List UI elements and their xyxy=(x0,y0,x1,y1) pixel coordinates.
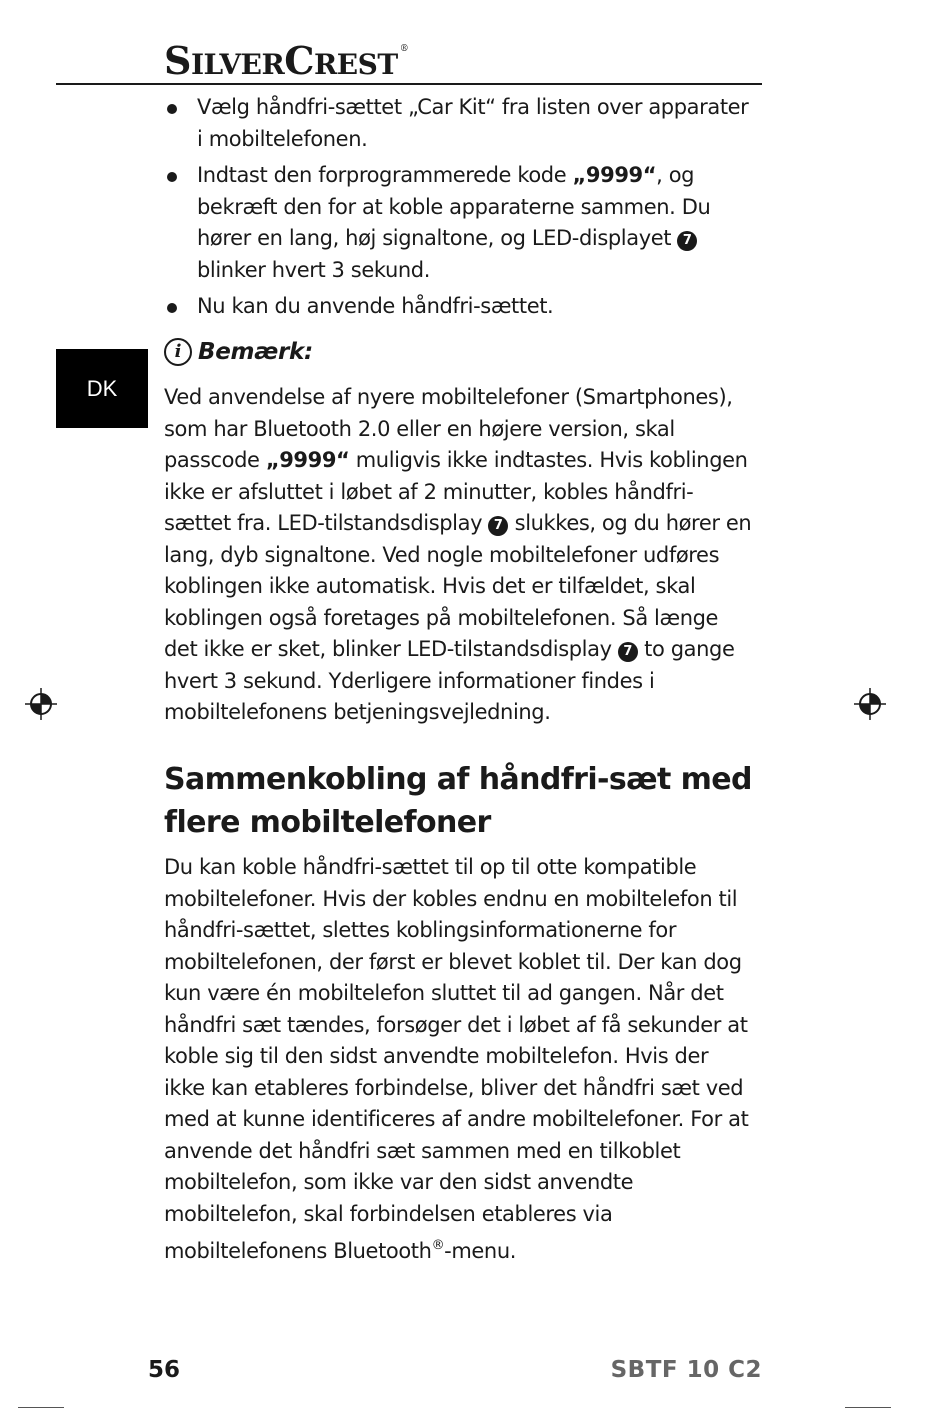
led-display-ref-icon: 7 xyxy=(677,231,697,251)
page-number: 56 xyxy=(148,1357,181,1383)
led-display-ref-icon: 7 xyxy=(488,516,508,536)
header-rule xyxy=(56,83,762,85)
list-item: Indtast den forprogrammerede kode „9999“, og bekræft den for at koble apparaterne sammen. Du hører en lang, høj signaltone, og LED-displayet 7 blinker hvert 3 sekund. xyxy=(164,160,754,286)
list-item: Vælg håndfri-sættet „Car Kit“ fra listen over apparater i mobiltelefonen. xyxy=(164,92,754,155)
led-display-ref-icon: 7 xyxy=(618,642,638,662)
registration-mark-icon xyxy=(25,688,57,720)
pass-code: „9999“ xyxy=(572,163,657,187)
registration-mark-icon xyxy=(854,688,886,720)
note-body: Ved anvendelse af nyere mobiltelefoner (Smartphones), som har Bluetooth 2.0 eller en højere version, skal passcode „9999“ muligvis ikke indtastes. Hvis koblingen ikke er afsluttet i løbet af 2 minutter, kobles håndfri-sættet fra. LED-tilstandsdisplay 7 slukkes, og du hører en lang, dyb signaltone. Ved nogle mobiltelefoner udføres koblingen ikke automatisk. Hvis det er tilfældet, skal koblingen også foretages på mobiltelefonen. Så længe det ikke er sket, blinker LED-tilstandsdisplay 7 to gange hvert 3 sekund. Yderligere informationer findes i mobiltelefonens betjeningsvejledning. xyxy=(164,385,752,724)
language-tab: DK xyxy=(56,349,148,428)
note-title: Bemærk: xyxy=(198,339,313,365)
section-body: Du kan koble håndfri-sættet til op til otte kompatible mobiltelefoner. Hvis der kobles endnu en mobiltelefon til håndfri-sættet, slettes koblingsinformationerne for mobiltelefonen, der først er blevet koblet til. Der kan dog kun være én mobiltelefon sluttet til ad gangen. Når det håndfri sæt tændes, forsøger det i løbet af få sekunder at koble sig til den sidst anvendte mobiltelefon. Hvis der ikke kan etableres forbindelse, bliver det håndfri sæt ved med at kunne identificeres af andre mobiltelefoner. For at anvende det håndfri sæt sammen med en tilkoblet mobiltelefon, som ikke var den sidst anvendte mobiltelefon, skal forbindelsen etableres via mobiltelefonens Bluetooth®-menu. xyxy=(164,855,749,1263)
brand-logo: SILVERCREST ® xyxy=(164,38,409,83)
instruction-list xyxy=(164,92,754,328)
model-number: SBTF 10 C2 xyxy=(610,1357,762,1383)
section-heading: Sammenkobling af håndfri-sæt med flere mobiltelefoner xyxy=(164,762,752,840)
note-header xyxy=(164,338,313,366)
bullet-icon xyxy=(167,172,177,182)
info-icon: i xyxy=(164,338,192,366)
crop-mark xyxy=(845,1407,891,1408)
bullet-icon xyxy=(167,104,177,114)
bullet-icon xyxy=(167,303,177,313)
list-item: Nu kan du anvende håndfri-sættet. xyxy=(164,291,754,323)
pass-code: „9999“ xyxy=(265,448,350,472)
crop-mark xyxy=(18,1407,64,1408)
